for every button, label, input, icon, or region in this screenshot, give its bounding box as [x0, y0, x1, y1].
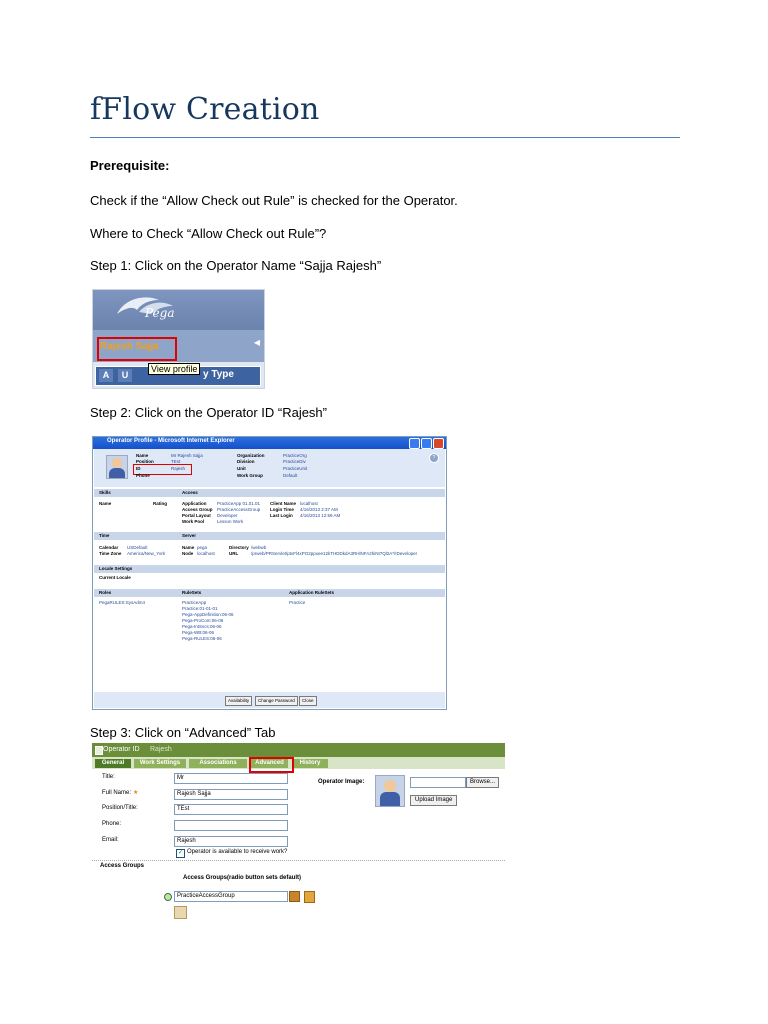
cn-value: localhost — [300, 501, 318, 506]
availability-button[interactable]: Availability — [225, 696, 252, 706]
cal-label: Calendar — [99, 545, 119, 550]
access-group-input[interactable]: PracticeAccessGroup — [174, 891, 288, 902]
url-label: URL — [229, 551, 239, 556]
locale-heading: Locale Settings — [99, 566, 133, 571]
operator-image-avatar — [375, 775, 405, 807]
access-groups-column: Access Groups(radio button sets default) — [182, 875, 302, 881]
dir-label: Directory — [229, 545, 249, 550]
change-password-button[interactable]: Change Password — [255, 696, 298, 706]
prerequisite-heading: Prerequisite: — [90, 158, 170, 173]
position-label: Position — [136, 459, 154, 464]
pega-logo-text: Pega — [145, 306, 175, 320]
required-star-icon: ★ — [133, 790, 139, 796]
page-title: fFlow Creation — [90, 92, 320, 127]
lt-value: 4/16/2013 2:37 AM — [300, 507, 338, 512]
skills-rating-col: Rating — [153, 501, 167, 506]
tab-u-button[interactable]: U — [118, 369, 132, 382]
minimize-icon[interactable] — [409, 438, 420, 449]
wg-value: Default — [283, 473, 298, 478]
wg-label: Work Group — [237, 473, 263, 478]
close-button[interactable]: Close — [299, 696, 317, 706]
ag-value: PracticeAccessGroup — [217, 507, 261, 512]
access-groups-heading: Access Groups — [100, 863, 145, 869]
pega-banner — [93, 290, 264, 330]
time-heading: Time — [99, 533, 110, 538]
app-rulesets-heading: Application RuleSets — [289, 590, 335, 595]
window-titlebar — [93, 437, 446, 449]
tab-history[interactable]: History — [292, 759, 328, 768]
email-label: Email: — [102, 837, 119, 843]
phone-label: Phone — [136, 473, 150, 478]
cn-label: Client Name — [270, 501, 297, 506]
operator-id-label: Operator ID — [103, 746, 140, 753]
section-divider — [92, 860, 505, 862]
skills-name-col: Name — [99, 501, 112, 506]
position-input[interactable]: TEst — [174, 804, 288, 815]
unit-value: PracticeUnit — [283, 466, 308, 471]
operator-image-label: Operator Image: — [318, 779, 365, 785]
tab-work-settings[interactable]: Work Settings — [134, 759, 186, 768]
ll-label: Last Login — [270, 513, 293, 518]
step2-text: Step 2: Click on the Operator ID “Rajesh” — [90, 405, 327, 420]
org-value: PracticeOrg — [283, 453, 307, 458]
div-value: PracticeDiv — [283, 459, 306, 464]
operator-name-link[interactable]: Rajesh Sajja — [100, 341, 159, 352]
ruleset-item: Pega-RULES:06-06 — [182, 636, 222, 641]
help-icon[interactable]: ? — [429, 453, 439, 463]
operator-id-link[interactable]: Rajesh — [171, 466, 186, 471]
server-heading: Server — [182, 533, 197, 538]
tab-general[interactable]: General — [95, 759, 131, 768]
ruleset-item: PracticeApp — [182, 600, 207, 605]
maximize-icon[interactable] — [421, 438, 432, 449]
id-label: ID — [136, 466, 141, 471]
name-label: Name — [136, 453, 149, 458]
pl-value: Developer — [217, 513, 238, 518]
org-label: Organization — [237, 453, 265, 458]
window-title: Operator Profile - Microsoft Internet Explorer — [107, 438, 235, 444]
dir-value: /webwb — [251, 545, 267, 550]
position-label: Position/Title: — [102, 805, 138, 811]
available-checkbox[interactable]: ✓ — [177, 850, 184, 856]
view-profile-tooltip: View profile — [148, 363, 200, 375]
div-label: Division — [237, 459, 255, 464]
skills-access-heading-bar — [94, 489, 445, 497]
screenshot-operator-profile — [92, 436, 447, 710]
srv-name-value: pega — [197, 545, 208, 550]
tz-label: Time Zone — [99, 551, 122, 556]
skills-heading: Skills — [99, 490, 111, 495]
phone-label: Phone: — [102, 821, 122, 827]
tz-value: America/New_York — [127, 551, 166, 556]
fullname-input[interactable]: Rajesh Sajja — [174, 789, 288, 800]
wp-label: Work Pool — [182, 519, 205, 524]
url-value: /prweb/PRServlet/ptxFl4xPO2ppxee12kTHDDkdA3RHlNFA2hiNt7Ql2A*/!Developer — [251, 551, 418, 556]
name-value: Mr Rajesh Sajja — [171, 453, 203, 458]
default-radio-button[interactable] — [164, 893, 172, 901]
tab-advanced[interactable]: Advanced — [251, 759, 288, 768]
ruleset-item: Pega-IntSvcs:06-06 — [182, 624, 222, 629]
email-input[interactable]: Rajesh — [174, 836, 288, 847]
where-text: Where to Check “Allow Check out Rule”? — [90, 226, 327, 241]
advanced-tab-highlight — [249, 757, 294, 773]
cal-value: USDefault — [127, 545, 148, 550]
wp-value: Lesson Work — [217, 519, 244, 524]
ag-label: Access Group — [182, 507, 213, 512]
pl-label: Portal Layout — [182, 513, 211, 518]
position-value: TEst — [171, 459, 181, 464]
tab-associations[interactable]: Associations — [189, 759, 247, 768]
operator-avatar — [106, 455, 128, 479]
upload-image-button[interactable]: Upload Image — [410, 795, 457, 806]
delete-icon[interactable] — [304, 891, 315, 903]
collapse-arrow-icon[interactable]: ◀ — [253, 338, 260, 347]
operator-id-value: Rajesh — [150, 746, 172, 753]
available-label: Operator is available to receive work? — [187, 849, 288, 855]
srv-name-label: Name — [182, 545, 195, 550]
step1-text: Step 1: Click on the Operator Name “Sajja Rajesh” — [90, 258, 382, 273]
ruleset-item: Pega-WB:06-06 — [182, 630, 215, 635]
time-server-heading-bar — [94, 532, 445, 540]
node-value: localhost — [197, 551, 215, 556]
type-tab-label[interactable]: y Type — [203, 369, 234, 380]
check-text: Check if the “Allow Check out Rule” is checked for the Operator. — [90, 193, 458, 208]
title-divider — [90, 137, 680, 138]
lt-label: Login Time — [270, 507, 294, 512]
ll-value: 4/16/2013 12:59 AM — [300, 513, 341, 518]
screenshot-operator-name — [92, 289, 265, 389]
fullname-label: Full Name: — [102, 790, 132, 796]
add-row-icon[interactable] — [174, 906, 187, 919]
ruleset-item: Pega-ProCom:06-06 — [182, 618, 224, 623]
rulesets-heading: RuleSets — [182, 590, 202, 595]
app-rulesets-value: Practice — [289, 600, 306, 605]
node-label: Node — [182, 551, 194, 556]
image-path-input[interactable] — [410, 777, 466, 788]
app-value: PracticeApp 01.01.01 — [217, 501, 261, 506]
phone-input[interactable] — [174, 820, 288, 831]
roles-heading: Roles — [99, 590, 112, 595]
close-window-icon[interactable] — [433, 438, 444, 449]
locale-heading-bar — [94, 565, 445, 573]
access-heading: Access — [182, 490, 198, 495]
current-locale: Current Locale — [99, 575, 131, 580]
ruleset-item: Pega-AppDefinition:06-06 — [182, 612, 234, 617]
screenshot-operator-tabs — [92, 743, 505, 920]
edit-icon[interactable] — [289, 891, 300, 902]
unit-label: Unit — [237, 466, 246, 471]
rule-form-icon — [95, 746, 103, 755]
ruleset-item: Practice:01-01-01 — [182, 606, 218, 611]
roles-heading-bar — [94, 589, 445, 597]
step3-text: Step 3: Click on “Advanced” Tab — [90, 725, 276, 740]
title-input[interactable]: Mr — [174, 773, 288, 784]
roles-value: PegaRULES:SysAdm4 — [99, 600, 146, 605]
browse-button[interactable]: Browse... — [466, 777, 499, 788]
tab-a-button[interactable]: A — [99, 369, 113, 382]
title-label: Title: — [102, 774, 115, 780]
operator-id-header — [92, 743, 505, 757]
app-label: Application — [182, 501, 207, 506]
